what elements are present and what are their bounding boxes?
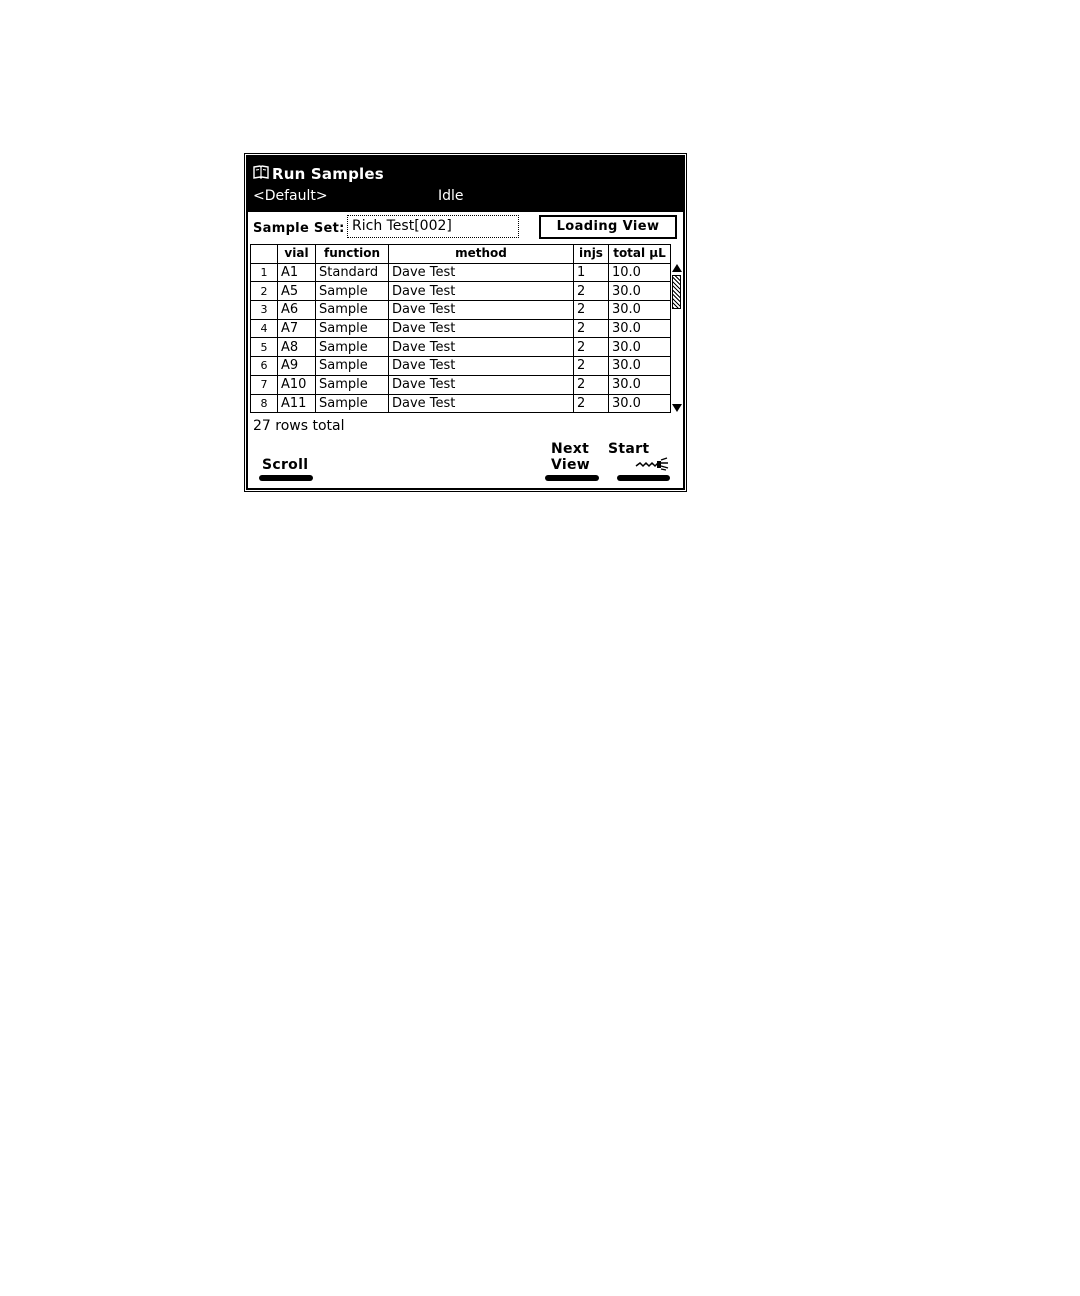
row-number: 4 bbox=[251, 319, 278, 338]
table-row[interactable] bbox=[251, 375, 671, 394]
total-ul-cell: 30.0 bbox=[609, 282, 671, 301]
vial-cell: A10 bbox=[278, 375, 316, 394]
next-view-softkey[interactable] bbox=[551, 441, 590, 473]
vial-cell: A8 bbox=[278, 338, 316, 357]
col-header-total-ul: total µL bbox=[609, 245, 671, 264]
col-header-function: function bbox=[316, 245, 389, 264]
table-scrollbar[interactable] bbox=[670, 263, 682, 413]
row-number: 6 bbox=[251, 357, 278, 376]
row-number: 1 bbox=[251, 263, 278, 282]
function-cell: Sample bbox=[316, 319, 389, 338]
table-row[interactable] bbox=[251, 394, 671, 413]
method-cell: Dave Test bbox=[389, 301, 574, 320]
total-ul-cell: 30.0 bbox=[609, 319, 671, 338]
injs-cell: 2 bbox=[574, 338, 609, 357]
sample-set-field[interactable]: Rich Test[002] bbox=[347, 215, 519, 238]
start-softkey[interactable]: Start bbox=[608, 441, 650, 457]
wrench-icon bbox=[634, 457, 670, 471]
method-name: <Default> bbox=[253, 188, 328, 204]
injs-cell: 2 bbox=[574, 301, 609, 320]
injs-cell: 1 bbox=[574, 263, 609, 282]
col-header-row-number bbox=[251, 245, 278, 264]
vial-cell: A9 bbox=[278, 357, 316, 376]
scroll-softkey[interactable]: Scroll bbox=[262, 457, 309, 473]
injs-cell: 2 bbox=[574, 319, 609, 338]
window-title: Run Samples bbox=[272, 165, 384, 183]
total-ul-cell: 10.0 bbox=[609, 263, 671, 282]
run-samples-screen bbox=[246, 155, 685, 490]
vial-cell: A5 bbox=[278, 282, 316, 301]
vial-cell: A6 bbox=[278, 301, 316, 320]
table-row[interactable] bbox=[251, 301, 671, 320]
rows-total: 27 rows total bbox=[253, 418, 345, 434]
scroll-softkey-bar[interactable] bbox=[259, 475, 313, 481]
next-view-label-line1: Next bbox=[551, 441, 590, 457]
total-ul-cell: 30.0 bbox=[609, 375, 671, 394]
col-header-vial: vial bbox=[278, 245, 316, 264]
title-bar bbox=[248, 157, 683, 212]
injs-cell: 2 bbox=[574, 375, 609, 394]
method-cell: Dave Test bbox=[389, 338, 574, 357]
table-row[interactable] bbox=[251, 319, 671, 338]
function-cell: Sample bbox=[316, 301, 389, 320]
row-number: 8 bbox=[251, 394, 278, 413]
next-view-label-line2: View bbox=[551, 457, 591, 473]
row-number: 2 bbox=[251, 282, 278, 301]
col-header-method: method bbox=[389, 245, 574, 264]
injs-cell: 2 bbox=[574, 357, 609, 376]
method-cell: Dave Test bbox=[389, 375, 574, 394]
row-number: 7 bbox=[251, 375, 278, 394]
table-row[interactable] bbox=[251, 357, 671, 376]
method-cell: Dave Test bbox=[389, 357, 574, 376]
samples-table bbox=[250, 244, 671, 413]
arrow-down-icon[interactable] bbox=[672, 404, 682, 412]
arrow-up-icon[interactable] bbox=[672, 264, 682, 272]
table-row[interactable] bbox=[251, 338, 671, 357]
method-cell: Dave Test bbox=[389, 263, 574, 282]
book-icon bbox=[253, 165, 269, 179]
col-header-injs: injs bbox=[574, 245, 609, 264]
vial-cell: A7 bbox=[278, 319, 316, 338]
method-cell: Dave Test bbox=[389, 282, 574, 301]
method-cell: Dave Test bbox=[389, 319, 574, 338]
function-cell: Standard bbox=[316, 263, 389, 282]
loading-view-button[interactable]: Loading View bbox=[539, 215, 677, 239]
status-text: Idle bbox=[438, 188, 464, 204]
row-number: 5 bbox=[251, 338, 278, 357]
method-cell: Dave Test bbox=[389, 394, 574, 413]
injs-cell: 2 bbox=[574, 394, 609, 413]
function-cell: Sample bbox=[316, 338, 389, 357]
total-ul-cell: 30.0 bbox=[609, 394, 671, 413]
injs-cell: 2 bbox=[574, 282, 609, 301]
next-view-softkey-bar[interactable] bbox=[545, 475, 599, 481]
function-cell: Sample bbox=[316, 375, 389, 394]
scroll-thumb[interactable] bbox=[672, 275, 681, 309]
table-row[interactable] bbox=[251, 263, 671, 282]
total-ul-cell: 30.0 bbox=[609, 301, 671, 320]
function-cell: Sample bbox=[316, 282, 389, 301]
table-header-row bbox=[251, 245, 671, 264]
total-ul-cell: 30.0 bbox=[609, 357, 671, 376]
function-cell: Sample bbox=[316, 394, 389, 413]
table-row[interactable] bbox=[251, 282, 671, 301]
vial-cell: A11 bbox=[278, 394, 316, 413]
row-number: 3 bbox=[251, 301, 278, 320]
function-cell: Sample bbox=[316, 357, 389, 376]
sample-set-label: Sample Set: bbox=[253, 221, 345, 236]
start-softkey-bar[interactable] bbox=[617, 475, 670, 481]
vial-cell: A1 bbox=[278, 263, 316, 282]
total-ul-cell: 30.0 bbox=[609, 338, 671, 357]
